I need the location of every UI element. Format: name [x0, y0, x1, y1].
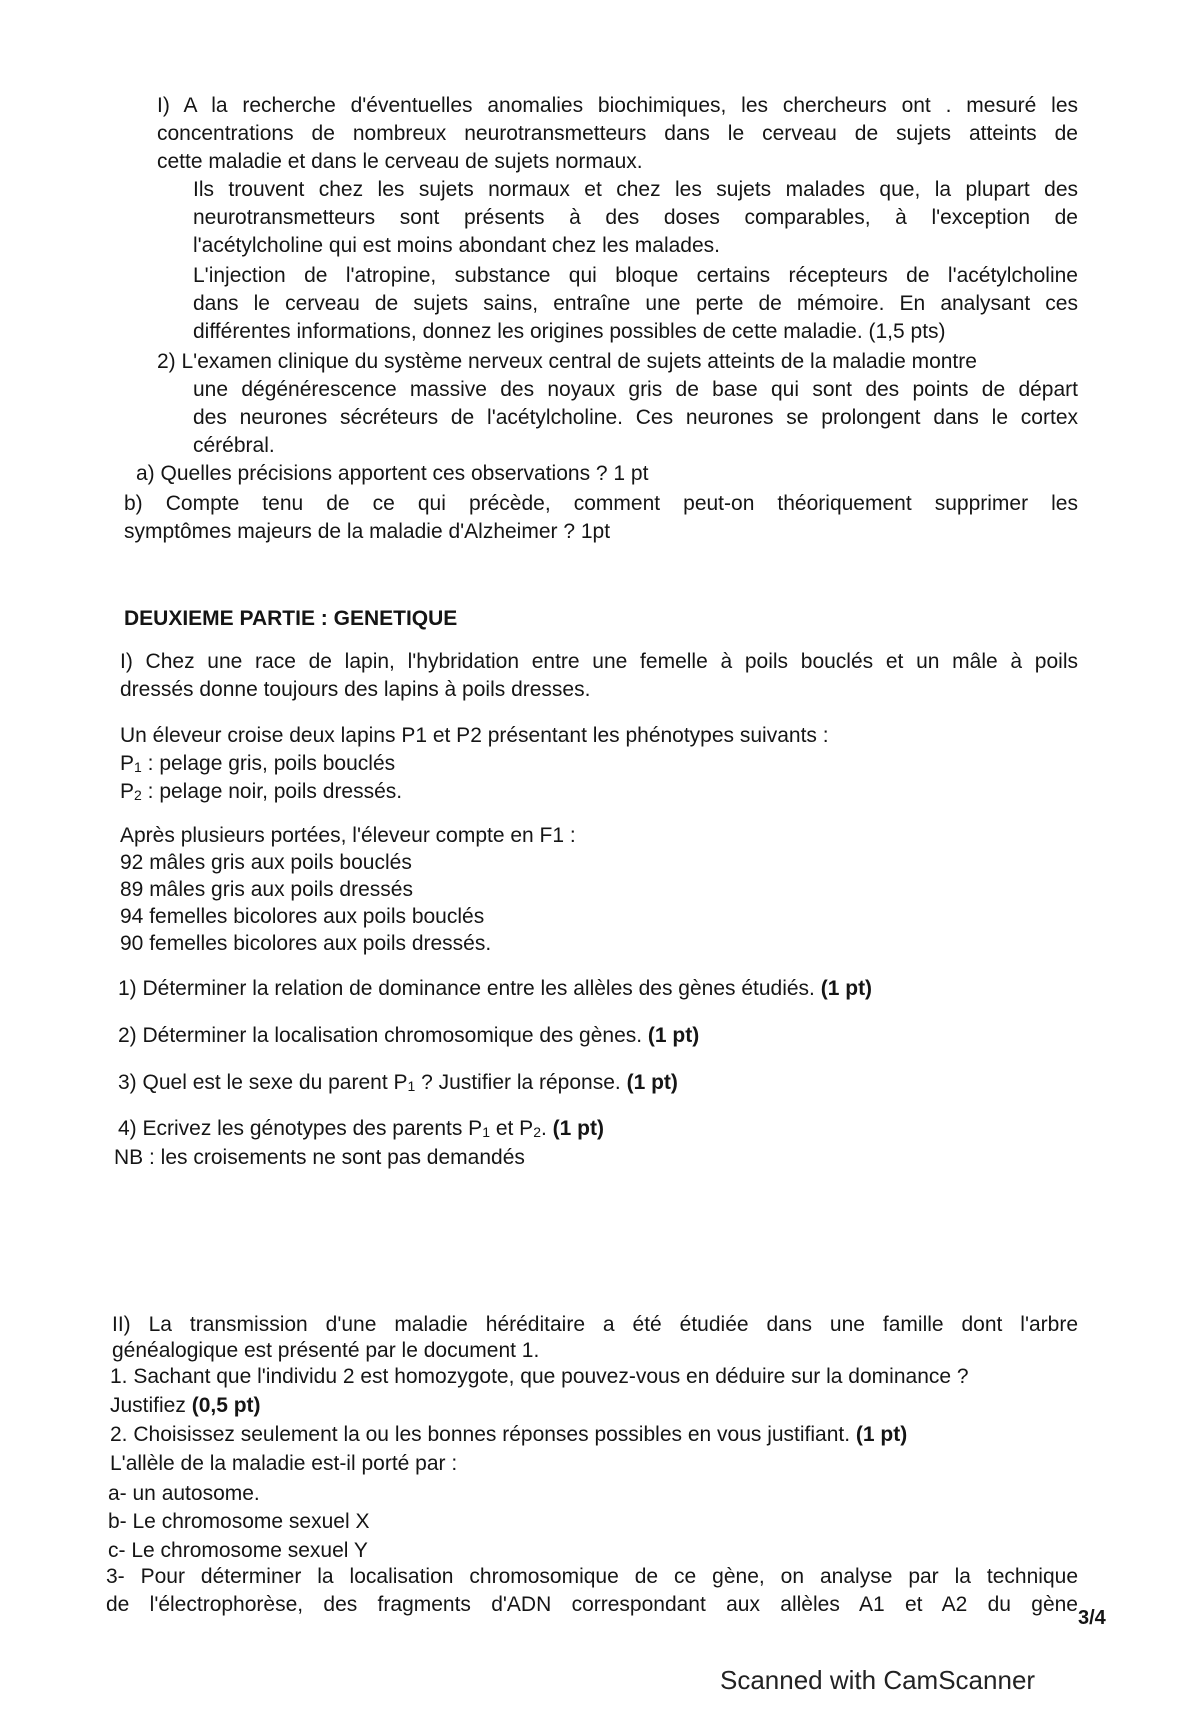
- option-a: a- un autosome.: [108, 1482, 260, 1505]
- genetics-question-1: 1) Déterminer la relation de dominance entre les allèles des gènes étudiés. (1 pt): [118, 977, 873, 1000]
- part1-q1-line1: I) A la recherche d'éventuelles anomalies biochimiques, les chercheurs ont . mesuré les: [157, 94, 1078, 117]
- heredity-question-1-line1: 1. Sachant que l'individu 2 est homozygote, que pouvez-vous en déduire sur la dominance ?: [110, 1365, 969, 1388]
- heredity-question-2: 2. Choisissez seulement la ou les bonnes réponses possibles en vous justifiant. (1 pt): [110, 1423, 908, 1446]
- parent-p2-phenotype: $P_2$ : pelage noir, poils dressés.: [120, 780, 403, 803]
- part1-q1-line8: dans le cerveau de sujets sains, entraîne une perte de mémoire. En analysant ces: [193, 292, 1078, 315]
- heredity-intro-line1: II) La transmission d'une maladie héréditaire a été étudiée dans une famille dont l'arbre: [112, 1313, 1078, 1336]
- f1-result-3: 94 femelles bicolores aux poils bouclés: [120, 905, 485, 928]
- part1-q1-line5: neurotransmetteurs sont présents à des doses comparables, à l'exception de: [193, 206, 1078, 229]
- part1-q2-line4: cérébral.: [193, 434, 275, 457]
- genetics-intro-line1: I) Chez une race de lapin, l'hybridation entre une femelle à poils bouclés et un mâle à poils: [120, 650, 1078, 673]
- f1-result-4: 90 femelles bicolores aux poils dressés.: [120, 932, 492, 955]
- part1-q1-line4: Ils trouvent chez les sujets normaux et chez les sujets malades que, la plupart des: [193, 178, 1078, 201]
- part1-q2b-line1: b) Compte tenu de ce qui précède, comment peut-on théoriquement supprimer les: [124, 492, 1078, 515]
- option-c: c- Le chromosome sexuel Y: [108, 1539, 368, 1562]
- genetics-intro-line2: dressés donne toujours des lapins à poils dresses.: [120, 678, 591, 701]
- heredity-question-3-line1: 3- Pour déterminer la localisation chromosomique de ce gène, on analyse par la technique: [106, 1565, 1078, 1588]
- part1-q1-line2: concentrations de nombreux neurotransmetteurs dans le cerveau de sujets atteints de: [157, 122, 1078, 145]
- f1-result-2: 89 mâles gris aux poils dressés: [120, 878, 413, 901]
- part1-q2a: a) Quelles précisions apportent ces observations ? 1 pt: [136, 462, 649, 485]
- f1-intro: Après plusieurs portées, l'éleveur compte en F1 :: [120, 824, 576, 847]
- heredity-question-1-line2: Justifiez (0,5 pt): [110, 1394, 261, 1417]
- part1-q1-line6: l'acétylcholine qui est moins abondant chez les malades.: [193, 234, 720, 257]
- f1-result-1: 92 mâles gris aux poils bouclés: [120, 851, 412, 874]
- part1-q2-line2: une dégénérescence massive des noyaux gris de base qui sont des points de départ: [193, 378, 1078, 401]
- nb-note: NB : les croisements ne sont pas demandés: [114, 1146, 525, 1169]
- part1-q1-line9: différentes informations, donnez les origines possibles de cette maladie. (1,5 pts): [193, 320, 946, 343]
- scanner-watermark: Scanned with CamScanner: [720, 1665, 1036, 1695]
- parent-p1-phenotype: $P_1$ : pelage gris, poils bouclés: [120, 752, 396, 775]
- part1-q1-line3: cette maladie et dans le cerveau de sujets normaux.: [157, 150, 643, 173]
- heredity-question-3-line2: de l'électrophorèse, des fragments d'ADN correspondant aux allèles A1 et A2 du gène: [106, 1593, 1078, 1616]
- heredity-intro-line2: généalogique est présenté par le document 1.: [112, 1339, 540, 1362]
- page-number: 3/4: [1078, 1607, 1106, 1629]
- genetics-question-3: 3) Quel est le sexe du parent $P_1$ ? Justifier la réponse. (1 pt): [118, 1071, 678, 1094]
- part1-q1-line7: L'injection de l'atropine, substance qui bloque certains récepteurs de l'acétylcholine: [193, 264, 1078, 287]
- section-heading-genetique: DEUXIEME PARTIE : GENETIQUE: [124, 607, 458, 630]
- genetics-question-4: 4) Ecrivez les génotypes des parents $P_1$ et $P_2$. (1 pt): [118, 1117, 604, 1140]
- part1-q2-line1: 2) L'examen clinique du système nerveux central de sujets atteints de la maladie montre: [157, 350, 977, 373]
- genetics-question-2: 2) Déterminer la localisation chromosomique des gènes. (1 pt): [118, 1024, 700, 1047]
- option-b: b- Le chromosome sexuel X: [108, 1510, 370, 1533]
- cross-statement: Un éleveur croise deux lapins P1 et P2 présentant les phénotypes suivants :: [120, 724, 829, 747]
- heredity-question-2-stem: L'allèle de la maladie est-il porté par :: [110, 1452, 458, 1475]
- part1-q2-line3: des neurones sécréteurs de l'acétylcholine. Ces neurones se prolongent dans le cortex: [193, 406, 1078, 429]
- part1-q2b-line2: symptômes majeurs de la maladie d'Alzheimer ? 1pt: [124, 520, 611, 543]
